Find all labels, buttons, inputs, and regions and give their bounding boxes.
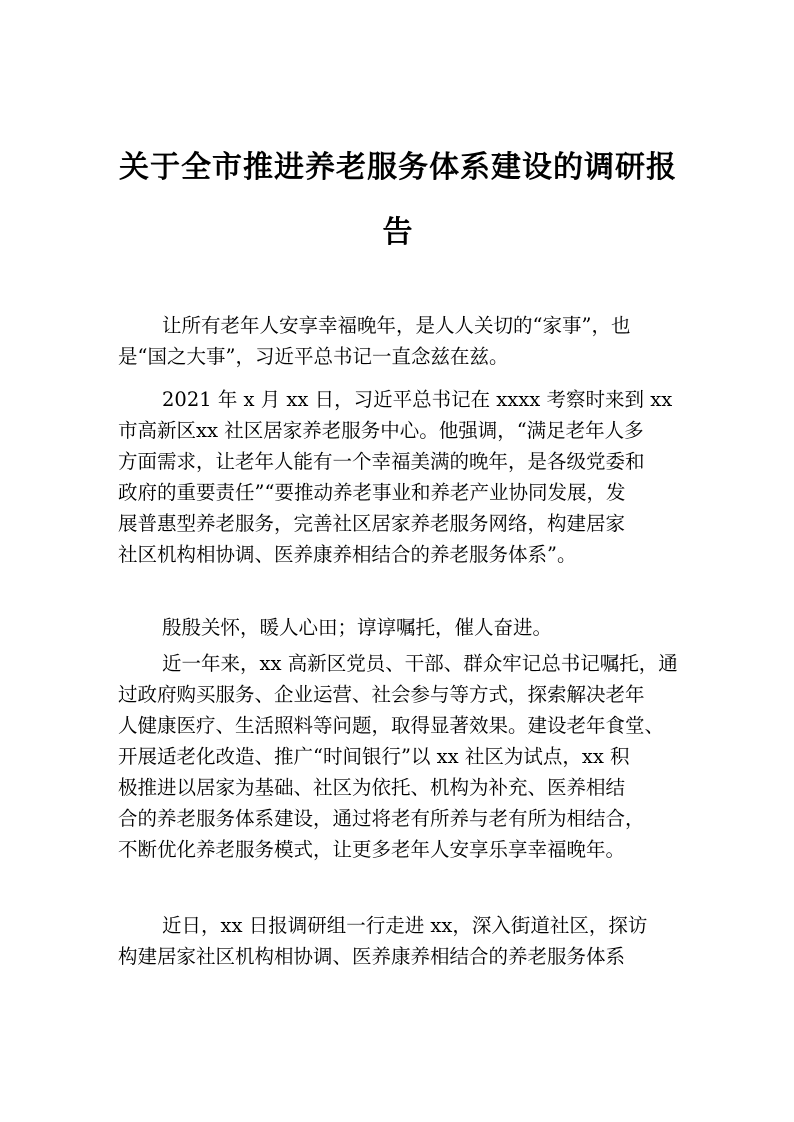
paragraph-line: 是“国之大事”，习近平总书记一直念兹在兹。 bbox=[118, 345, 509, 368]
paragraph-line: 让所有老年人安享幸福晚年，是人人关切的“家事”，也 bbox=[162, 314, 631, 337]
paragraph-line: 展普惠型养老服务，完善社区居家养老服务网络，构建居家 bbox=[118, 512, 626, 535]
paragraph-line: 社区机构相协调、医养康养相结合的养老服务体系”。 bbox=[118, 543, 577, 566]
paragraph-line: 方面需求，让老年人能有一个幸福美满的晚年，是各级党委和 bbox=[118, 450, 645, 473]
document-title-line-2: 告 bbox=[382, 215, 414, 250]
paragraph-line: 开展适老化改造、推广“时间银行”以 xx 社区为试点，xx 积 bbox=[118, 745, 630, 768]
paragraph-line: 市高新区xx 社区居家养老服务中心。他强调，“满足老年人多 bbox=[118, 419, 644, 442]
paragraph-line: 合的养老服务体系建设，通过将老有所养与老有所为相结合， bbox=[118, 807, 645, 830]
paragraph-line: 人健康医疗、生活照料等问题，取得显著效果。建设老年食堂、 bbox=[118, 714, 665, 737]
paragraph-line: 2021 年 x 月 xx 日，习近平总书记在 xxxx 考察时来到 xx bbox=[162, 388, 673, 411]
paragraph-line: 殷殷关怀，暖人心田；谆谆嘱托，催人奋进。 bbox=[162, 616, 553, 639]
paragraph-line: 政府的重要责任”“要推动养老事业和养老产业协同发展，发 bbox=[118, 481, 626, 504]
paragraph-line: 近日，xx 日报调研组一行走进 xx，深入街道社区，探访 bbox=[162, 914, 648, 937]
paragraph-line: 构建居家社区机构相协调、医养康养相结合的养老服务体系 bbox=[118, 945, 626, 968]
paragraph-4 bbox=[118, 648, 680, 865]
paragraph-line: 过政府购买服务、企业运营、社会参与等方式，探索解决老年 bbox=[118, 683, 645, 706]
paragraph-3 bbox=[118, 612, 680, 643]
paragraph-line: 近一年来，xx 高新区党员、干部、群众牢记总书记嘱托，通 bbox=[162, 652, 678, 675]
document-title-line-1: 关于全市推进养老服务体系建设的调研报 bbox=[119, 150, 677, 185]
paragraph-5 bbox=[118, 910, 680, 972]
paragraph-line: 不断优化养老服务模式，让更多老年人安享乐享幸福晚年。 bbox=[118, 838, 626, 861]
paragraph-2 bbox=[118, 384, 680, 570]
paragraph-1 bbox=[118, 310, 680, 372]
paragraph-line: 极推进以居家为基础、社区为依托、机构为补充、医养相结 bbox=[118, 776, 626, 799]
